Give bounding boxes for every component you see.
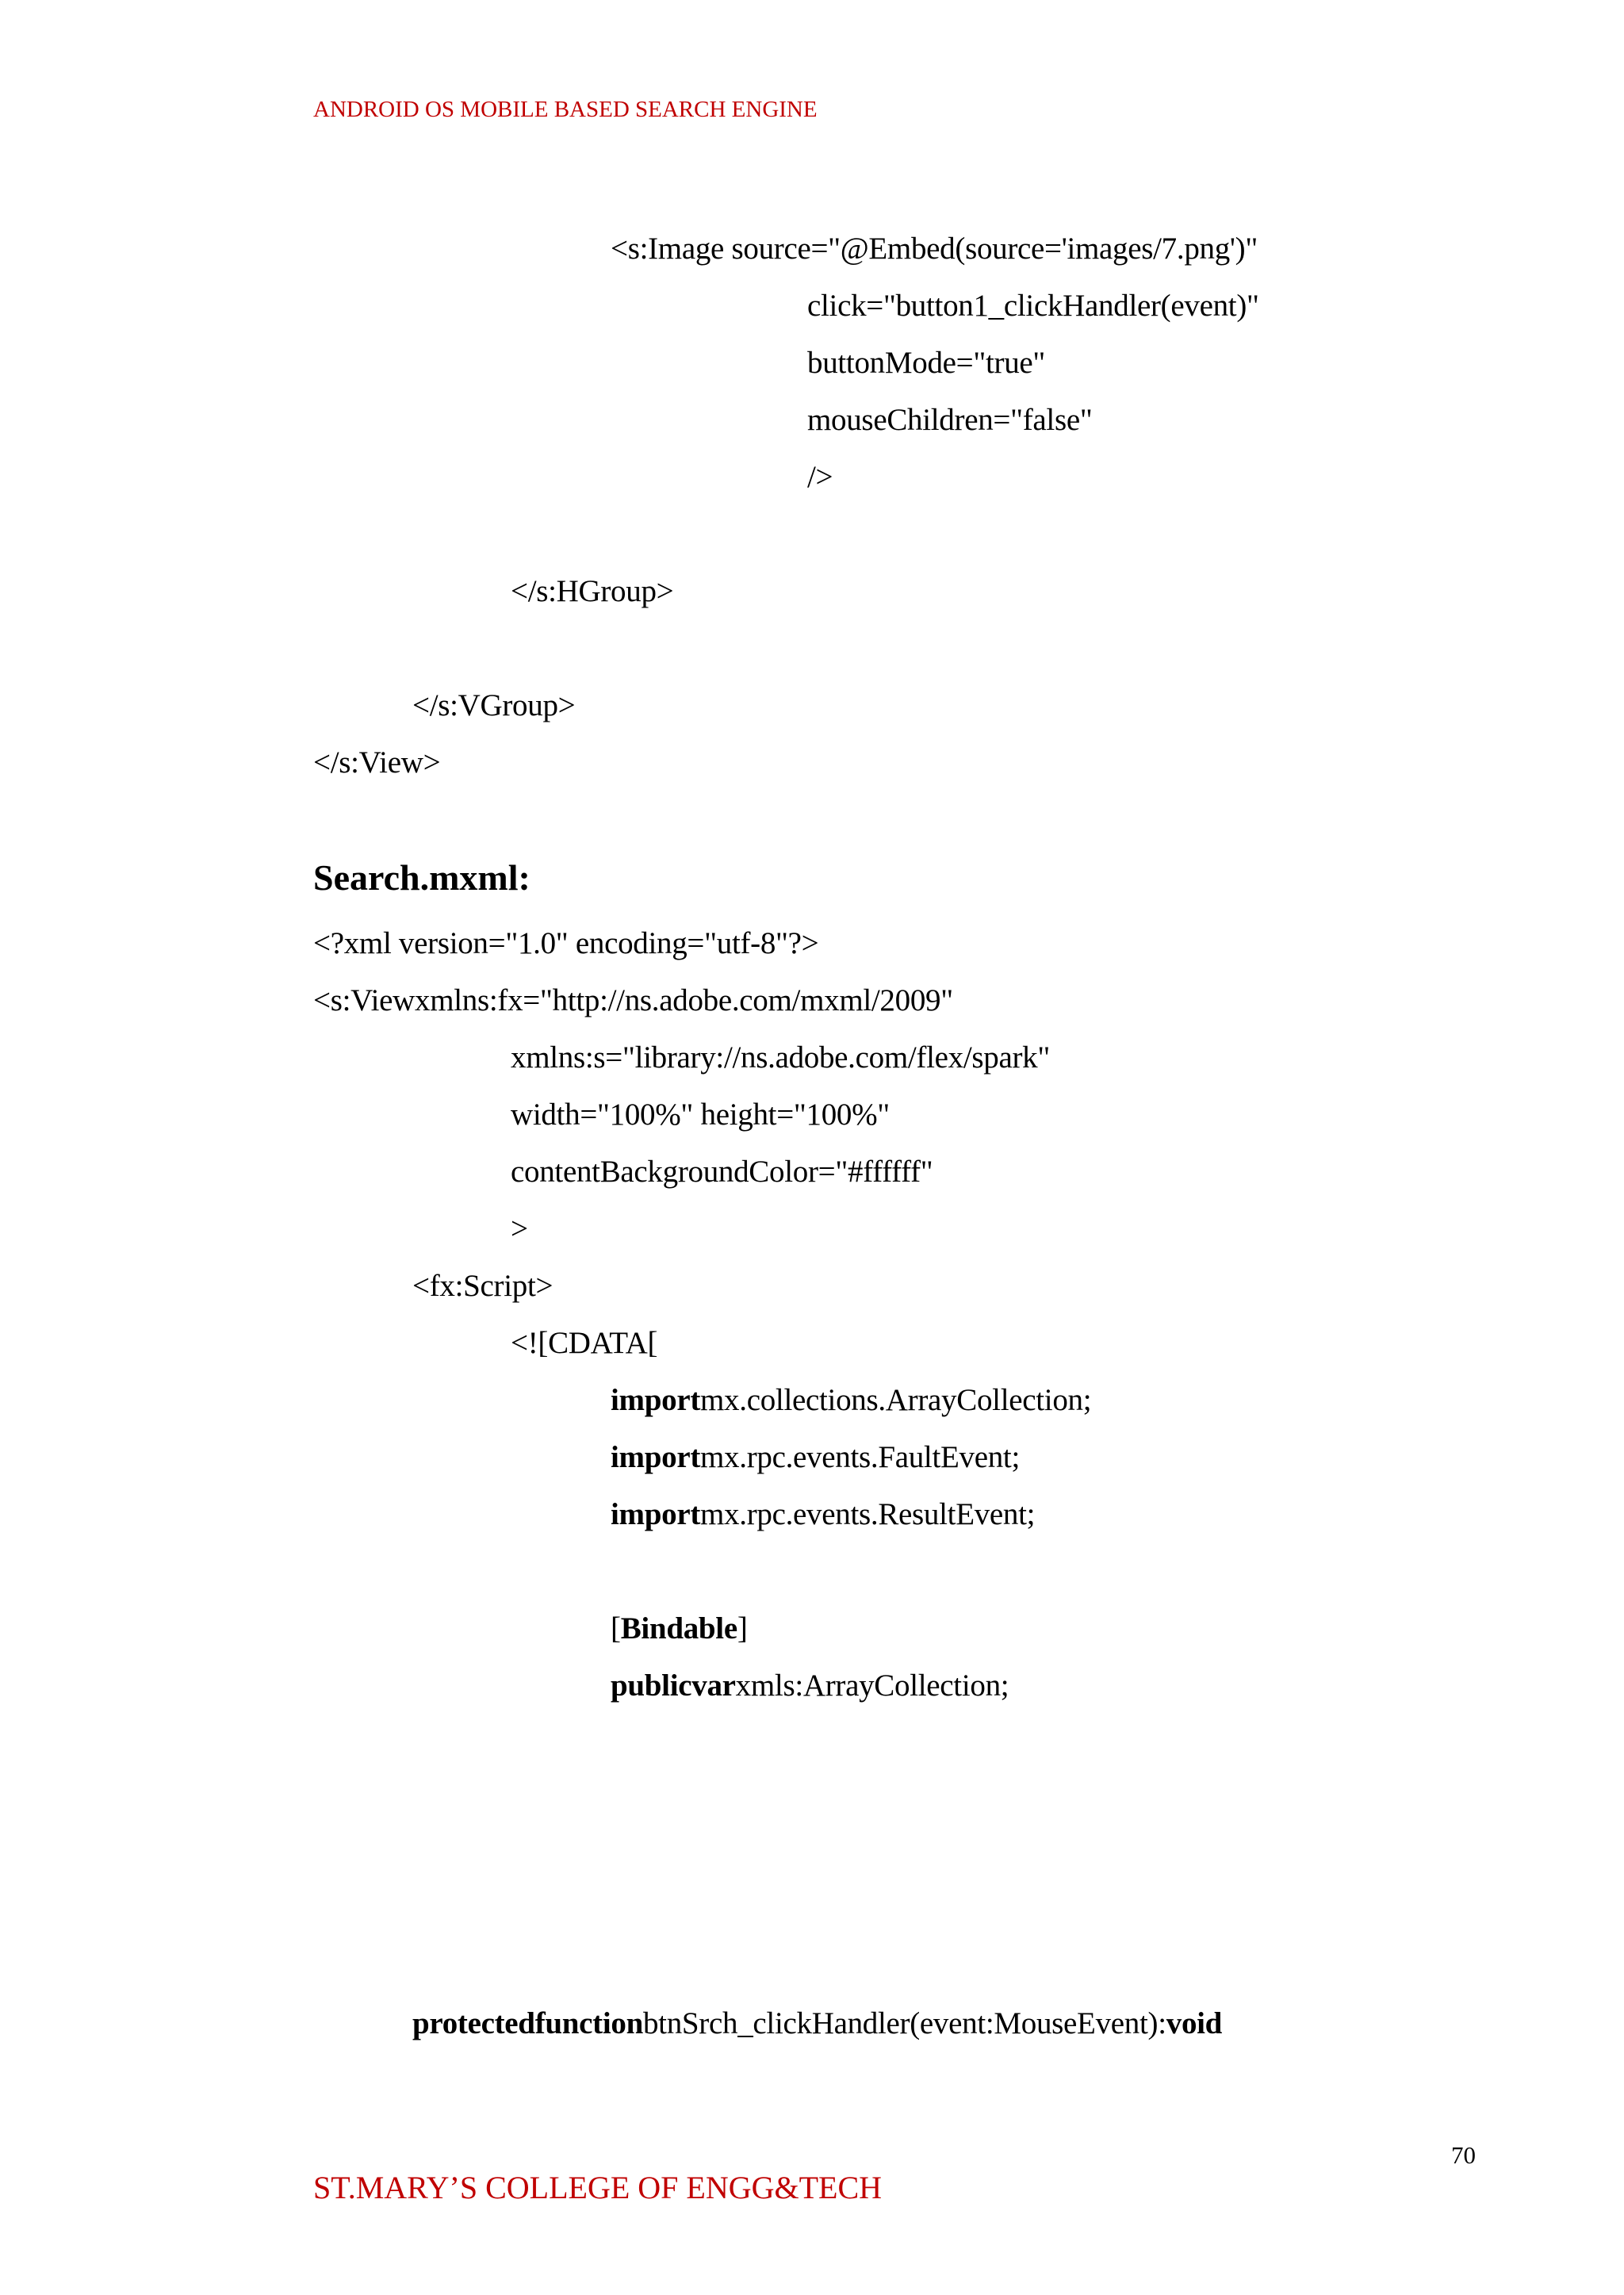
code-line-click-attr: click="button1_clickHandler(event)" [807,289,1259,323]
code-line-bgcolor-attr: contentBackgroundColor="#ffffff" [511,1155,933,1189]
code-line-view-close: </s:View> [313,745,441,780]
import-keyword: import [611,1497,701,1531]
code-line-image-tag: <s:Image source="@Embed(source='images/7.png')" [611,232,1258,266]
code-line-tag-close: > [511,1212,528,1246]
code-line-import [611,1381,1091,1420]
import-path: mx.rpc.events.ResultEvent; [700,1497,1036,1531]
import-keyword: import [611,1440,701,1474]
code-line-xml-declaration: <?xml version="1.0" encoding="utf-8"?> [313,926,819,960]
code-line-cdata-open: <![CDATA[ [511,1326,658,1360]
import-keyword: import [611,1383,701,1417]
code-line-bindable [611,1610,748,1648]
import-path: mx.collections.ArrayCollection; [700,1383,1092,1417]
code-line-script-open: <fx:Script> [412,1269,553,1303]
running-footer: ST.MARY’S COLLEGE OF ENGG&TECH [313,2170,883,2205]
code-line-vgroup-close: </s:VGroup> [412,688,576,722]
code-line-self-close: /> [807,460,833,494]
running-header: ANDROID OS MOBILE BASED SEARCH ENGINE [313,97,818,122]
void-keyword: void [1166,2006,1223,2040]
code-line-mousechildren-attr: mouseChildren="false" [807,403,1093,437]
function-signature: btnSrch_clickHandler(event:MouseEvent): [642,2006,1166,2040]
code-line-hgroup-close: </s:HGroup> [511,574,674,608]
code-line-function-declaration [412,2005,1222,2043]
bracket-open: [ [611,1611,621,1646]
bracket-close: ] [737,1611,748,1646]
code-line-xmlns-s: xmlns:s="library://ns.adobe.com/flex/spark" [511,1040,1050,1075]
code-line-import [611,1496,1035,1534]
page-number: 70 [1451,2141,1476,2169]
import-path: mx.rpc.events.FaultEvent; [700,1440,1021,1474]
code-line-size-attrs: width="100%" height="100%" [511,1098,890,1132]
code-line-var-declaration [611,1667,1009,1705]
code-line-import [611,1439,1020,1477]
protectedfunction-keyword: protectedfunction [412,2006,643,2040]
publicvar-keyword: publicvar [611,1669,736,1703]
section-heading: Search.mxml: [313,857,530,898]
code-line-buttonmode-attr: buttonMode="true" [807,346,1046,380]
code-line-view-open: <s:Viewxmlns:fx="http://ns.adobe.com/mxml/2009" [313,983,953,1017]
bindable-keyword: Bindable [620,1611,737,1646]
var-name: xmls:ArrayCollection; [735,1669,1009,1703]
